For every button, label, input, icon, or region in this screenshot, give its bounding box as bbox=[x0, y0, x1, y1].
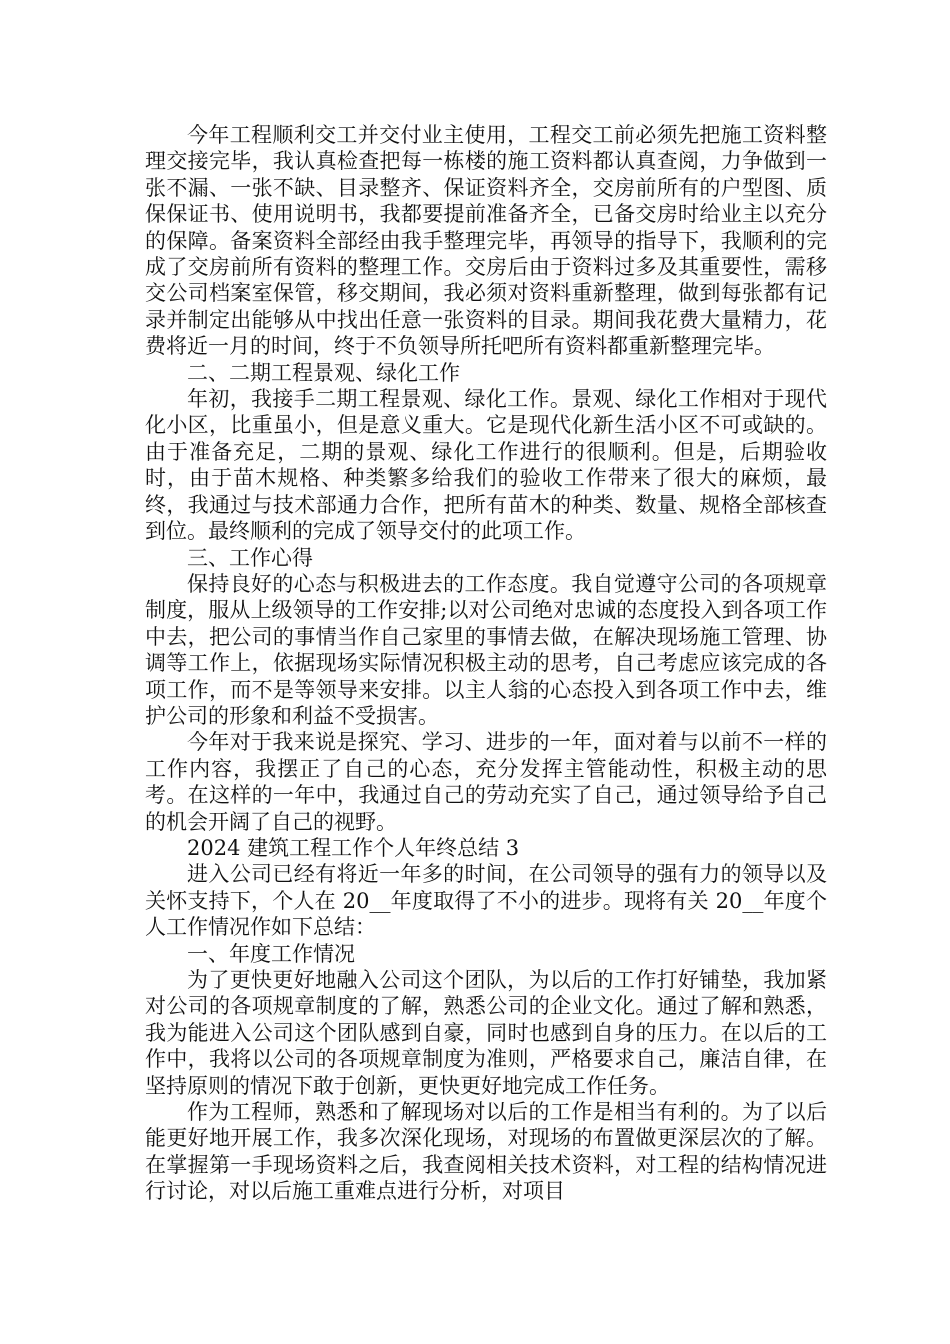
section-heading-landscaping: 二、二期工程景观、绿化工作 bbox=[187, 360, 460, 385]
paragraph-intro: 进入公司已经有将近一年多的时间，在公司领导的强有力的领导以及关怀支持下，个人在 20__年度取得了不小的进步。现将有关 20__年度个人工作情况作如下总结： bbox=[145, 862, 827, 940]
paragraph-team-integration: 为了更快更好地融入公司这个团队，为以后的工作打好铺垫，我加紧对公司的各项规章制度的了解，熟悉公司的企业文化。通过了解和熟悉，我为能进入公司这个团队感到自豪，同时也感到自身的压力。在以后的工作中，我将以公司的各项规章制度为准则，严格要求自己，廉洁自律，在坚持原则的情况下敢于创新，更快更好地完成工作任务。 bbox=[145, 968, 827, 1098]
document-page bbox=[145, 122, 827, 1205]
paragraph-attitude: 保持良好的心态与积极进去的工作态度。我自觉遵守公司的各项规章制度，服从上级领导的工作安排;以对公司绝对忠诚的态度投入到各项工作中去，把公司的事情当作自己家里的事情去做，在解决现场施工管理、协调等工作上，依据现场实际情况积极主动的思考，自己考虑应该完成的各项工作，而不是等领导来安排。以主人翁的心态投入到各项工作中去，维护公司的形象和利益不受损害。 bbox=[145, 571, 827, 728]
paragraph-engineer-site: 作为工程师，熟悉和了解现场对以后的工作是相当有利的。为了以后能更好地开展工作，我多次深化现场，对现场的布置做更深层次的了解。在掌握第一手现场资料之后，我查阅相关技术资料，对工程的结构情况进行讨论，对以后施工重难点进行分析，对项目 bbox=[145, 1100, 827, 1204]
paragraph-landscaping: 年初，我接手二期工程景观、绿化工作。景观、绿化工作相对于现代化小区，比重虽小，但是意义重大。它是现代化新生活小区不可或缺的。由于准备充足，二期的景观、绿化工作进行的很顺利。但是，后期验收时，由于苗木规格、种类繁多给我们的验收工作带来了很大的麻烦，最终，我通过与技术部通力合作，把所有苗木的种类、数量、规格全部核查到位。最终顺利的完成了领导交付的此项工作。 bbox=[145, 387, 827, 544]
section-heading-experience: 三、工作心得 bbox=[187, 545, 313, 570]
document-subtitle: 2024 建筑工程工作个人年终总结 3 bbox=[187, 835, 520, 860]
section-heading-annual-work: 一、年度工作情况 bbox=[187, 941, 355, 966]
paragraph-archive-handover: 今年工程顺利交工并交付业主使用，工程交工前必须先把施工资料整理交接完毕，我认真检查把每一栋楼的施工资料都认真查阅，力争做到一张不漏、一张不缺、目录整齐、保证资料齐全，交房前所有的户型图、质保保证书、使用说明书，我都要提前准备齐全，已备交房时给业主以充分的保障。备案资料全部经由我手整理完毕，再领导的指导下，我顺利的完成了交房前所有资料的整理工作。交房后由于资料过多及其重要性，需移交公司档案室保管，移交期间，我必须对资料重新整理，做到每张都有记录并制定出能够从中找出任意一张资料的目录。期间我花费大量精力，花费将近一月的时间，终于不负领导所托吧所有资料都重新整理完毕。 bbox=[145, 123, 827, 359]
paragraph-year-reflection: 今年对于我来说是探究、学习、进步的一年，面对着与以前不一样的工作内容，我摆正了自己的心态，充分发挥主管能动性，积极主动的思考。在这样的一年中，我通过自己的劳动充实了自己，通过领导给予自己的机会开阔了自己的视野。 bbox=[145, 730, 827, 834]
